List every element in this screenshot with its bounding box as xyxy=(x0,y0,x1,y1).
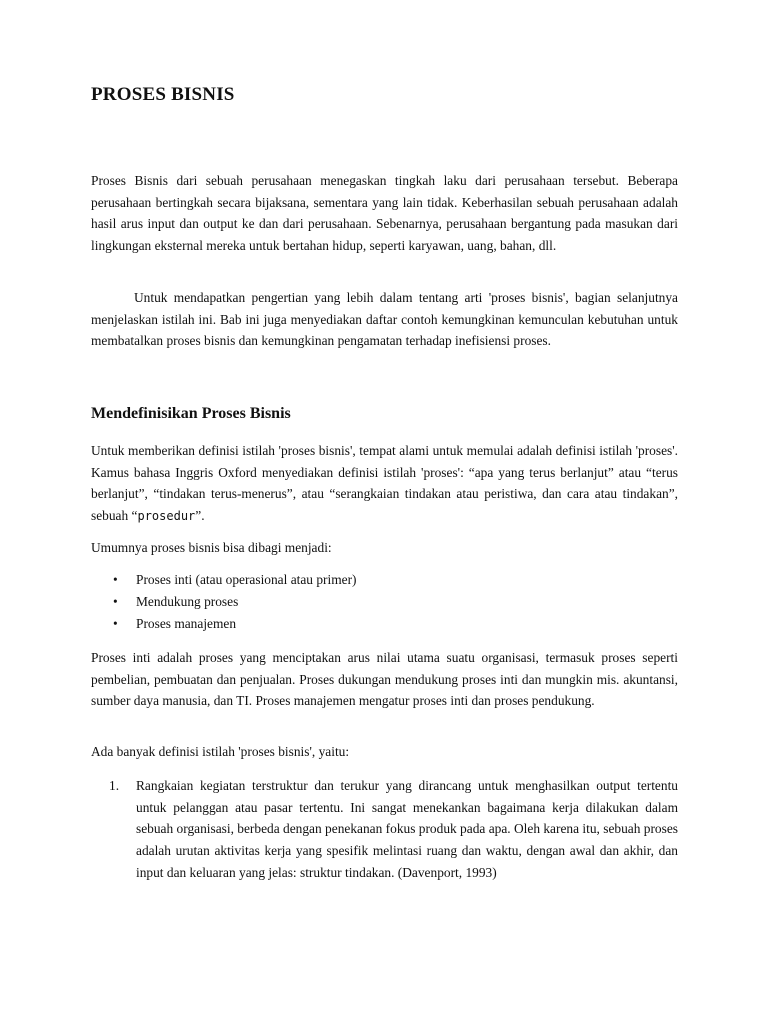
list-item xyxy=(91,569,678,591)
definition-paragraph-2: Umumnya proses bisnis bisa dibagi menjadi: xyxy=(91,540,332,555)
list-item xyxy=(91,775,678,884)
intro-paragraph-2: Untuk mendapatkan pengertian yang lebih dalam tentang arti 'proses bisnis', bagian selanjutnya menjelaskan istilah ini. Bab ini juga menyediakan daftar contoh kemungkinan kemunculan kebutuhan untuk membatalkan proses bisnis dan kemungkinan pengamatan terhadap inefisiensi proses. xyxy=(91,290,678,349)
list-number: 1. xyxy=(109,778,120,793)
definition-text: Untuk memberikan definisi istilah 'proses bisnis', tempat alami untuk memulai adalah definisi istilah 'proses'. Kamus bahasa Inggris Oxford menyediakan definisi istilah 'proses': “apa yang terus berlanjut” atau “terus berlanjut”, “tindakan terus-menerus”, atau “serangkaian tindakan atau peristiwa, dan cara atau tindakan”, sebuah “ xyxy=(91,443,678,524)
bullet-icon: • xyxy=(113,594,118,609)
intro-paragraph-1: Proses Bisnis dari sebuah perusahaan menegaskan tingkah laku dari perusahaan tersebut. Beberapa perusahaan bertingkah secara bijaksana, sementara yang lain tidak. Keberhasilan sebuah perusahaan adalah hasil arus input dan output ke dan dari perusahaan. Sebenarnya, perusahaan bergantung pada masukan dari lingkungan eksternal mereka untuk bertahan hidup, seperti karyawan, uang, bahan, dll. xyxy=(91,173,678,254)
list-item-text: Proses manajemen xyxy=(136,616,237,631)
definition-paragraph-3: Proses inti adalah proses yang menciptakan arus nilai utama suatu organisasi, termasuk proses seperti pembelian, pembuatan dan penjualan. Proses dukungan mendukung proses inti dan mungkin mis. akuntansi, sumber daya manusia, dan TI. Proses manajemen mengatur proses inti dan proses pendukung. xyxy=(91,650,678,709)
process-type-list xyxy=(91,569,678,635)
list-item xyxy=(91,591,678,613)
definition-text-end: ”. xyxy=(195,508,205,524)
list-item-text: Mendukung proses xyxy=(136,594,239,609)
prosedur-term: prosedur xyxy=(137,509,196,524)
section-heading: Mendefinisikan Proses Bisnis xyxy=(91,405,291,422)
list-item-text: Rangkaian kegiatan terstruktur dan terukur yang dirancang untuk menghasilkan output tertentu untuk pelanggan atau pasar tertentu. Ini sangat menekankan bagaimana kerja dilakukan dalam sebuah organisasi, berbeda dengan penekanan fokus produk pada apa. Oleh karena itu, sebuah proses adalah urutan aktivitas kerja yang spesifik melintasi ruang dan waktu, dengan awal dan akhir, dan input dan keluaran yang jelas: struktur tindakan. (Davenport, 1993) xyxy=(136,778,678,880)
bullet-icon: • xyxy=(113,616,118,631)
document-title: PROSES BISNIS xyxy=(91,84,235,105)
definition-paragraph-1 xyxy=(91,440,678,528)
definition-paragraph-4: Ada banyak definisi istilah 'proses bisnis', yaitu: xyxy=(91,744,350,759)
list-item-text: Proses inti (atau operasional atau primer) xyxy=(136,572,357,587)
list-item xyxy=(91,613,678,635)
bullet-icon: • xyxy=(113,572,118,587)
definition-list xyxy=(91,775,678,884)
